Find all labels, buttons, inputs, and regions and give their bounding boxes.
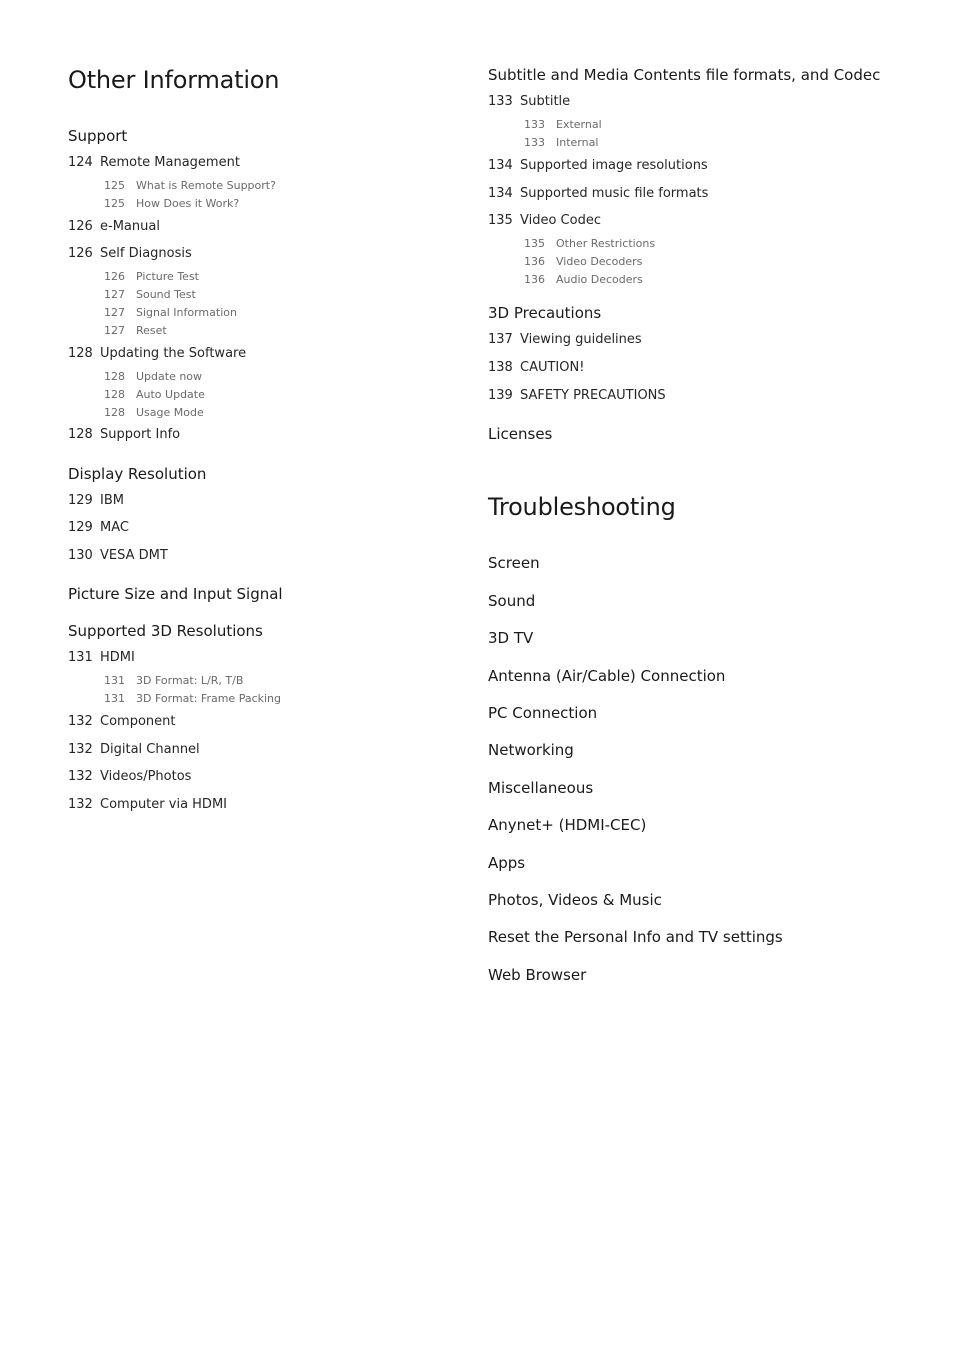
page-number: 126 xyxy=(68,246,93,261)
toc-entry[interactable] xyxy=(488,332,642,347)
entry-label: Auto Update xyxy=(136,388,205,401)
entry-label: Computer via HDMI xyxy=(100,797,227,812)
troubleshooting-item[interactable]: 3D TV xyxy=(488,629,534,647)
troubleshooting-item[interactable]: Sound xyxy=(488,592,536,610)
entry-label: Update now xyxy=(136,370,203,383)
toc-entry[interactable] xyxy=(68,742,200,757)
toc-subentry[interactable] xyxy=(524,237,655,250)
toc-entry[interactable] xyxy=(68,769,191,784)
toc-entry-remote-management[interactable] xyxy=(68,155,240,170)
entry-label: HDMI xyxy=(100,650,135,665)
page-number: 129 xyxy=(68,493,93,508)
entry-label: 3D Format: L/R, T/B xyxy=(136,674,244,687)
entry-label: IBM xyxy=(100,493,124,508)
toc-subentry[interactable] xyxy=(104,179,276,192)
toc-entry-e-manual[interactable] xyxy=(68,219,160,234)
page-number: 126 xyxy=(104,270,125,283)
entry-label: MAC xyxy=(100,520,129,535)
troubleshooting-item[interactable]: Reset the Personal Info and TV settings xyxy=(488,928,783,946)
troubleshooting-item[interactable]: Antenna (Air/Cable) Connection xyxy=(488,667,726,685)
page-number: 134 xyxy=(488,186,513,201)
page-number: 127 xyxy=(104,288,125,301)
troubleshooting-item[interactable]: PC Connection xyxy=(488,704,598,722)
page-number: 125 xyxy=(104,179,125,192)
entry-label: Signal Information xyxy=(136,306,237,319)
page-number: 138 xyxy=(488,360,513,375)
page-number: 128 xyxy=(104,388,125,401)
entry-label: External xyxy=(556,118,602,131)
page-number: 135 xyxy=(488,213,513,228)
entry-label: Supported music file formats xyxy=(520,186,709,201)
page-number: 131 xyxy=(104,692,125,705)
page-number: 128 xyxy=(104,406,125,419)
toc-subentry[interactable] xyxy=(104,370,202,383)
section-title-other-information: Other Information xyxy=(68,66,280,94)
page-number: 127 xyxy=(104,306,125,319)
toc-entry[interactable] xyxy=(68,714,175,729)
entry-label: Supported image resolutions xyxy=(520,158,708,173)
toc-entry-music-formats[interactable] xyxy=(488,186,708,201)
entry-label: Subtitle xyxy=(520,94,571,109)
page-number: 132 xyxy=(68,714,93,729)
page-number: 132 xyxy=(68,797,93,812)
page-number: 136 xyxy=(524,273,545,286)
entry-label: Internal xyxy=(556,136,599,149)
toc-entry[interactable] xyxy=(68,520,129,535)
troubleshooting-item[interactable]: Apps xyxy=(488,854,526,872)
entry-label: CAUTION! xyxy=(520,360,585,375)
page-number: 133 xyxy=(524,118,545,131)
entry-label: Usage Mode xyxy=(136,406,204,419)
toc-subentry[interactable] xyxy=(524,255,642,268)
page-number: 128 xyxy=(104,370,125,383)
heading-3d-precautions[interactable]: 3D Precautions xyxy=(488,304,602,322)
toc-subentry[interactable] xyxy=(104,197,239,210)
toc-entry-hdmi[interactable] xyxy=(68,650,135,665)
entry-label: Audio Decoders xyxy=(556,273,643,286)
page-number: 132 xyxy=(68,769,93,784)
page-number: 128 xyxy=(68,427,93,442)
page-number: 127 xyxy=(104,324,125,337)
troubleshooting-item[interactable]: Miscellaneous xyxy=(488,779,594,797)
toc-subentry[interactable] xyxy=(104,324,167,337)
page-number: 129 xyxy=(68,520,93,535)
page-number: 133 xyxy=(488,94,513,109)
entry-label: e-Manual xyxy=(100,219,160,234)
page-number: 131 xyxy=(68,650,93,665)
section-title-troubleshooting: Troubleshooting xyxy=(488,493,676,521)
page-number: 132 xyxy=(68,742,93,757)
entry-label: What is Remote Support? xyxy=(136,179,276,192)
page-number: 139 xyxy=(488,388,513,403)
entry-label: Other Restrictions xyxy=(556,237,656,250)
page-number: 137 xyxy=(488,332,513,347)
toc-subentry[interactable] xyxy=(104,288,196,301)
page-number: 135 xyxy=(524,237,545,250)
heading-support[interactable]: Support xyxy=(68,127,128,145)
toc-entry-self-diagnosis[interactable] xyxy=(68,246,192,261)
entry-label: Support Info xyxy=(100,427,181,442)
troubleshooting-item[interactable]: Photos, Videos & Music xyxy=(488,891,662,909)
entry-label: Reset xyxy=(136,324,167,337)
troubleshooting-item[interactable]: Web Browser xyxy=(488,966,587,984)
entry-label: Self Diagnosis xyxy=(100,246,192,261)
heading-subtitle-media-formats[interactable]: Subtitle and Media Contents file formats, and Codec xyxy=(488,66,881,84)
toc-subentry[interactable] xyxy=(104,306,237,319)
entry-label: Digital Channel xyxy=(100,742,200,757)
troubleshooting-item[interactable]: Networking xyxy=(488,741,574,759)
page-number: 128 xyxy=(68,346,93,361)
entry-label: Picture Test xyxy=(136,270,199,283)
heading-licenses[interactable]: Licenses xyxy=(488,425,553,443)
entry-label: VESA DMT xyxy=(100,548,168,563)
entry-label: Sound Test xyxy=(136,288,196,301)
entry-label: Component xyxy=(100,714,176,729)
entry-label: Video Decoders xyxy=(556,255,643,268)
entry-label: SAFETY PRECAUTIONS xyxy=(520,388,666,403)
heading-display-resolution[interactable]: Display Resolution xyxy=(68,465,207,483)
page-number: 131 xyxy=(104,674,125,687)
page-number: 124 xyxy=(68,155,93,170)
entry-label: Video Codec xyxy=(520,213,601,228)
toc-entry-updating-software[interactable] xyxy=(68,346,246,361)
toc-entry[interactable] xyxy=(68,548,168,563)
toc-entry-video-codec[interactable] xyxy=(488,213,601,228)
toc-entry-image-resolutions[interactable] xyxy=(488,158,708,173)
troubleshooting-item[interactable]: Anynet+ (HDMI-CEC) xyxy=(488,816,647,834)
toc-entry-subtitle[interactable] xyxy=(488,94,570,109)
entry-label: How Does it Work? xyxy=(136,197,240,210)
toc-subentry[interactable] xyxy=(104,270,199,283)
page-number: 133 xyxy=(524,136,545,149)
entry-label: Viewing guidelines xyxy=(520,332,642,347)
toc-subentry[interactable] xyxy=(524,118,602,131)
heading-picture-size[interactable]: Picture Size and Input Signal xyxy=(68,585,283,603)
toc-entry-support-info[interactable] xyxy=(68,427,180,442)
toc-entry[interactable] xyxy=(488,360,584,375)
toc-subentry[interactable] xyxy=(104,674,243,687)
page-number: 130 xyxy=(68,548,93,563)
entry-label: Updating the Software xyxy=(100,346,247,361)
troubleshooting-item[interactable]: Screen xyxy=(488,554,540,572)
page-number: 125 xyxy=(104,197,125,210)
entry-label: Remote Management xyxy=(100,155,240,170)
page-number: 134 xyxy=(488,158,513,173)
entry-label: Videos/Photos xyxy=(100,769,192,784)
toc-subentry[interactable] xyxy=(104,692,281,705)
entry-label: 3D Format: Frame Packing xyxy=(136,692,282,705)
toc-subentry[interactable] xyxy=(524,136,598,149)
toc-entry[interactable] xyxy=(68,797,227,812)
page-number: 126 xyxy=(68,219,93,234)
toc-entry[interactable] xyxy=(488,388,666,403)
heading-supported-3d-resolutions[interactable]: Supported 3D Resolutions xyxy=(68,622,263,640)
toc-entry[interactable] xyxy=(68,493,124,508)
toc-subentry[interactable] xyxy=(104,388,205,401)
toc-subentry[interactable] xyxy=(104,406,204,419)
page-number: 136 xyxy=(524,255,545,268)
toc-subentry[interactable] xyxy=(524,273,643,286)
